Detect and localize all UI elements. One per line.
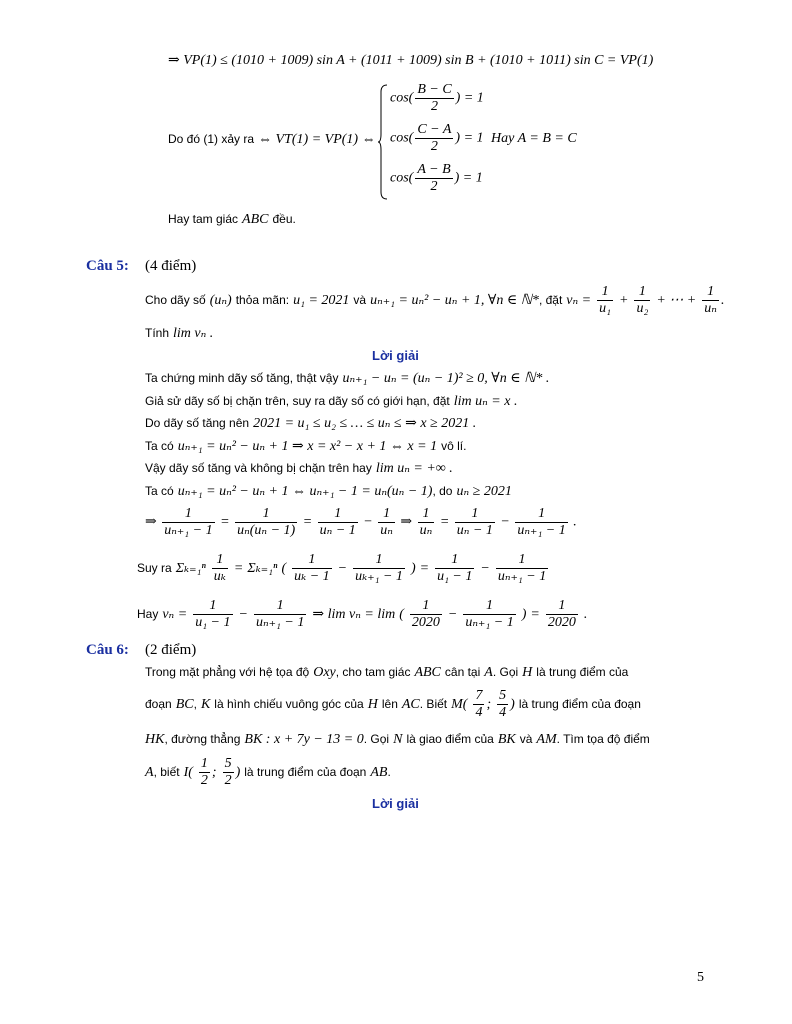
cos-condition-3: cos( $\frac{A - B}{2}$ ) = 1	[390, 162, 483, 194]
hay-equal-angles: Hay A = B = C	[491, 130, 577, 146]
cau6-solution-heading: Lời giải	[372, 796, 419, 811]
cau5-step-8: Suy ra Σₖ₌₁ⁿ $\frac{1}{\text{uₖ}}$ = Σₖ₌₁ⁿ ( $\frac{1}{\text{uₖ − 1}}$ − $\frac{1}{\text{uₖ₊₁ − 1}}$ ) = $\frac{1}{\text{u₁ − 1}}$ − $\frac{1}{\text{uₙ₊₁ − 1}}$	[137, 552, 547, 584]
system-brace	[378, 84, 388, 200]
cau5-label: Câu 5:	[86, 258, 129, 274]
cau5-step-9: Hay vₙ = $\frac{1}{\text{u₁ − 1}}$ − $\frac{1}{\text{uₙ₊₁ − 1}}$ ⇒ lim vₙ = lim ( $\frac{1}{2020}$ − $\frac{1}{\text{uₙ₊₁ − 1}}$ ) = $\frac{1}{2020}$ .	[137, 598, 588, 630]
cau5-statement: Cho dãy số (uₙ) thỏa mãn: u₁ = 2021 và uₙ₊₁ = uₙ² − uₙ + 1, ∀n ∈ ℕ*, đặt vₙ = $\frac{1}{\text{u₁}}$ + $\frac{1}{\text{u₂}}$ + ⋯ + $\frac{1}{\text{uₙ}}$ .	[145, 284, 725, 316]
cau5-points: (4 điểm)	[145, 258, 197, 274]
cau5-step-3: Do dãy số tăng nên 2021 = u₁ ≤ u₂ ≤ … ≤ uₙ ≤ ⇒ x ≥ 2021 .	[145, 416, 477, 431]
cau6-line-4: A, biết I( $\frac{1}{2}$ ; $\frac{5}{2}$ ) là trung điểm của đoạn AB.	[145, 756, 391, 788]
do-do-label: Do đó (1) xảy ra	[168, 132, 255, 146]
cau5-step-6: Ta có uₙ₊₁ = uₙ² − uₙ + 1 ⇔ uₙ₊₁ − 1 = uₙ(uₙ − 1), do uₙ ≥ 2021	[145, 484, 512, 499]
cau5-solution-heading: Lời giải	[372, 348, 419, 363]
cos-condition-2: cos( $\frac{C - A}{2}$ ) = 1 Hay A = B = C	[390, 122, 577, 154]
cau6-line-2: đoạn BC, K là hình chiếu vuông góc của H lên AC. Biết M( $\frac{7}{4}$ ; $\frac{5}{4}$ ) là trung điểm của đoạn	[145, 688, 641, 720]
vp-inequality: ⇒ VP(1) ≤ (1010 + 1009) sin A + (1011 + 1009) sin B + (1010 + 1011) sin C = VP(1)	[168, 53, 654, 68]
cau5-step-2: Giả sử dãy số bị chặn trên, suy ra dãy số có giới hạn, đặt lim uₙ = x .	[145, 394, 518, 409]
cau5-step-5: Vậy dãy số tăng và không bị chặn trên hay lim uₙ = +∞ .	[145, 461, 453, 476]
conclusion-equilateral: Hay tam giác ABC đều.	[168, 212, 296, 227]
cau6-label: Câu 6:	[86, 642, 129, 658]
cau5-step-7: ⇒ $\frac{1}{\text{uₙ₊₁ − 1}}$ = $\frac{1}{\text{uₙ(uₙ − 1)}}$ = $\frac{1}{\text{uₙ − 1}}$ − $\frac{1}{\text{uₙ}}$ ⇒ $\frac{1}{\text{uₙ}}$ = $\frac{1}{\text{uₙ − 1}}$ − $\frac{1}{\text{uₙ₊₁ − 1}}$ .	[145, 506, 577, 538]
equivalence: ⇔ VT(1) = VP(1) ⇔	[258, 132, 376, 147]
condition-line	[168, 130, 376, 148]
cos-condition-1: cos( $\frac{B - C}{2}$ ) = 1	[390, 82, 484, 114]
cau5-step-4: Ta có uₙ₊₁ = uₙ² − uₙ + 1 ⇒ x = x² − x + 1 ⇔ x = 1 vô lí.	[145, 439, 467, 454]
cau5-question: Tính lim vₙ .	[145, 326, 214, 341]
cau5-step-1: Ta chứng minh dãy số tăng, thật vậy uₙ₊₁ − uₙ = (uₙ − 1)² ≥ 0, ∀n ∈ ℕ* .	[145, 371, 550, 386]
page-number: 5	[697, 970, 704, 985]
cau6-line-1: Trong mặt phẳng với hệ tọa độ Oxy, cho tam giác ABC cân tại A. Gọi H là trung điểm của	[145, 665, 629, 680]
cau6-points: (2 điểm)	[145, 642, 197, 658]
cau6-line-3: HK, đường thẳng BK : x + 7y − 13 = 0. Gọi N là giao điểm của BK và AM. Tìm tọa độ điểm	[145, 732, 650, 747]
